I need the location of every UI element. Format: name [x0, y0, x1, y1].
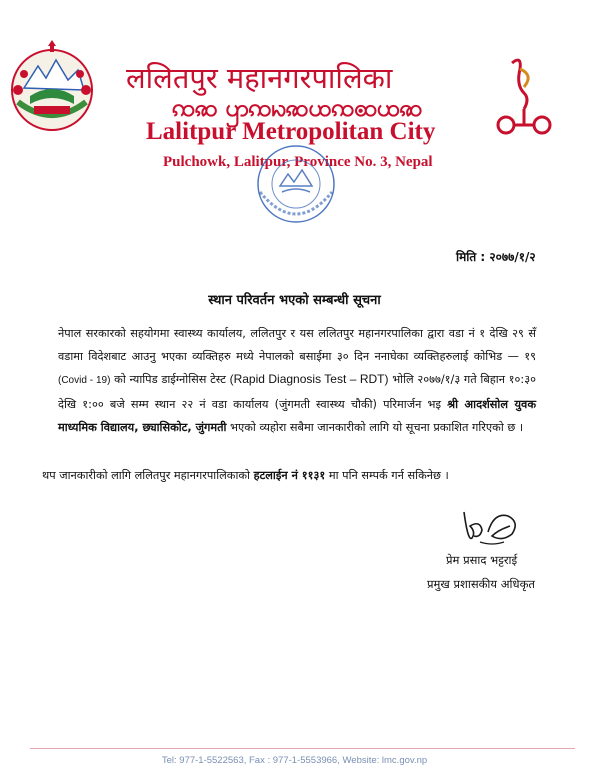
signatory-designation: प्रमुख प्रशासकीय अधिकृत: [427, 577, 535, 591]
hotline-text-part-1: थप जानकारीको लागि ललितपुर महानगरपालिकाको: [42, 469, 254, 482]
header-title-newari: ꩡꩣ ꩥꩡꩢꩣꩤꩡꩧꩤꩣ: [172, 94, 423, 122]
notice-title: स्थान परिवर्तन भएको सम्बन्धी सूचना: [208, 293, 381, 308]
nepal-emblem-logo: [4, 40, 100, 136]
letter-date: [456, 248, 536, 265]
signatory-name: प्रेम प्रसाद भट्टराई: [446, 553, 518, 567]
notice-body-paragraph: [58, 322, 536, 439]
notice-covid-label: (Covid - 19): [58, 375, 111, 387]
hotline-paragraph: [42, 468, 572, 483]
notice-rdt-label: (Rapid Diagnosis Test – RDT): [229, 372, 389, 387]
header-title-nepali: ललितपुर महानगरपालिका: [126, 61, 393, 95]
official-stamp: [248, 140, 344, 228]
footer-contact: Tel: 977-1-5522563, Fax : 977-1-5553966, Website: lmc.gov.np: [161, 755, 428, 766]
header-title-english: Lalitpur Metropolitan City: [146, 118, 436, 145]
notice-text-part-1: नेपाल सरकारको सहयोगमा स्वास्थ्य कार्यालय, ललितपुर र यस ललितपुर महानगरपालिका द्वारा वडा नं १ देखि २९ सँ वडामा विदेशबाट आउनु भएका व्यक्तिहरु मध्ये नेपालको बसाईमा ३० दिन ननाघेका व्यक्तिहरुलाई कोभिड — १९: [58, 327, 536, 364]
hotline-text-part-2: मा पनि सम्पर्क गर्न सकिनेछ ।: [325, 469, 449, 482]
notice-text-part-4: भएको व्यहोरा सबैमा जानकारीको लागि यो सूचना प्रकाशित गरिएको छ ।: [226, 420, 524, 434]
footer-divider: [30, 748, 575, 749]
signature-image: [458, 502, 526, 548]
notice-text-part-3: भोलि २०७७/१/३ गते बिहान १०:३० देखि १:०० बजे सम्म स्थान २२ नं वडा कार्यालय (जुंगमती स्वास्थ्य चौकी) परिमार्जन भइ: [58, 373, 536, 411]
notice-text-part-2: को न्यापिड डाईग्नोसिस टेस्ट: [110, 373, 230, 387]
date-label: मिति :: [456, 250, 486, 264]
hotline-number: हटलाईन नं ११३१: [253, 469, 326, 482]
notice-venue-name: श्री आदर्शसोल युवक माध्यमिक विद्यालय, छ्यासिकोट, जुंगमती: [58, 397, 537, 434]
date-value: २०७७/१/२: [489, 250, 536, 264]
header-address: Pulchowk, Lalitpur, Province No. 3, Nepal: [163, 154, 433, 170]
